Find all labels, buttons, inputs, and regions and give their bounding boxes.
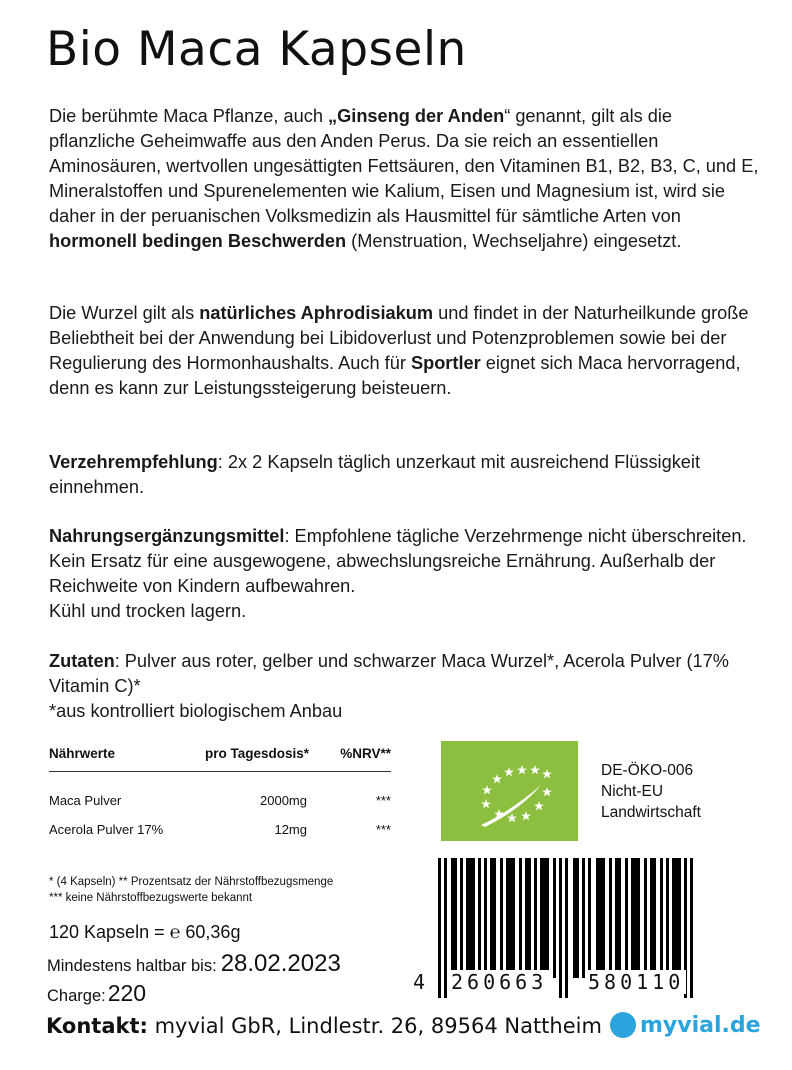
text-segment: eignet sich Maca hervorragend, denn es kann zur Leistungssteigerung beisteuern. [49, 353, 741, 398]
bold-segment: hormonell bedingen Beschwerden [49, 231, 347, 251]
brand-dot-icon [610, 1012, 636, 1038]
best-before-label: Mindestens haltbar bis: [47, 957, 217, 975]
supplement-label: Nahrungsergänzungsmittel [49, 526, 285, 546]
eu-leaf-icon [441, 741, 578, 841]
description-paragraph-1 [49, 104, 759, 254]
nutrition-header-row [49, 741, 393, 765]
nutrient-nrv: *** [375, 793, 391, 808]
cert-origin: Nicht-EU [601, 783, 664, 800]
table-row [49, 815, 393, 844]
net-content: 120 Kapseln = ℮ 60,36g [49, 922, 241, 942]
text-segment: “ genannt, gilt als die pflanzliche Geheimwaffe aus den Anden Perus. Da sie reich an essentiellen Aminosäuren, wertvollen ungesättigten Fettsäuren, den Vitaminen B1, B2, B3, C, und E, Mineralstoffen und Spurenelementen wie Kalium, Eisen und Magnesium ist, wird sie daher in der peruanischen Volksmedizin als Hausmittel für sämtliche Arten von [49, 106, 759, 226]
batch-charge [47, 980, 146, 1007]
text-segment: und findet in der Naturheilkunde große Beliebtheit bei der Anwendung bei Libidoverlust und Potenzproblemen sowie bei der Regulierung des Hormonhaushalts. Auch für [49, 303, 749, 373]
description-paragraph-2 [49, 301, 759, 401]
contact-address: myvial GbR, Lindlestr. 26, 89564 Nattheim [147, 1014, 602, 1038]
supplement-text: : Empfohlene tägliche Verzehrmenge nicht überschreiten. Kein Ersatz für eine ausgewogene, abwechslungsreiche Ernährung. Außerhalb der Reichweite von Kindern aufbewahren. [49, 526, 747, 596]
ingredients-label: Zutaten [49, 651, 115, 671]
barcode-left-digits: 260663 [451, 970, 548, 994]
bold-segment: natürliches Aphrodisiakum [199, 303, 434, 323]
nutrient-dose: 2000mg [260, 793, 307, 808]
certification-text [601, 760, 701, 823]
footnote: *** keine Nährstoffbezugswerte bekannt [49, 892, 253, 904]
header-nutrient: Nährwerte [49, 745, 116, 761]
product-title: Bio Maca Kapseln [46, 22, 467, 77]
eu-organic-logo-icon [441, 741, 578, 841]
nutrient-dose: 12mg [274, 822, 307, 837]
text-segment: (Menstruation, Wechseljahre) eingesetzt. [346, 231, 682, 251]
best-before [47, 950, 341, 978]
charge-label: Charge: [47, 987, 106, 1005]
dosage-recommendation [49, 450, 759, 500]
nutrient-nrv: *** [375, 822, 391, 837]
ingredients [49, 649, 759, 724]
dosage-label: Verzehrempfehlung [49, 452, 218, 472]
text-segment: Die Wurzel gilt als [49, 303, 200, 323]
header-nrv: %NRV** [340, 745, 391, 761]
table-divider [49, 771, 391, 772]
brand-logo [610, 1012, 761, 1038]
organic-note: *aus kontrolliert biologischem Anbau [49, 701, 343, 721]
supplement-notice [49, 524, 759, 624]
nutrition-table [49, 741, 393, 844]
bold-segment: „Ginseng der Anden [328, 106, 505, 126]
contact-label: Kontakt: [46, 1014, 148, 1038]
header-daily-dose: pro Tagesdosis* [204, 745, 309, 761]
barcode-right-digits: 580110 [588, 970, 685, 994]
brand-name: myvial.de [640, 1012, 761, 1038]
charge-value: 220 [107, 980, 147, 1006]
cert-agriculture: Landwirtschaft [601, 804, 701, 821]
storage-text: Kühl und trocken lagern. [49, 601, 247, 621]
dosage-text: : 2x 2 Kapseln täglich unzerkaut mit ausreichend Flüssigkeit einnehmen. [49, 452, 700, 497]
footnote: * (4 Kapseln) ** Prozentsatz der Nährstoffbezugsmenge [49, 876, 334, 888]
contact-line [46, 1014, 602, 1038]
best-before-date: 28.02.2023 [220, 950, 341, 977]
table-row [49, 786, 393, 815]
nutrient-name: Maca Pulver [49, 793, 122, 808]
text-segment: Die berühmte Maca Pflanze, auch [49, 106, 329, 126]
bold-segment: Sportler [410, 353, 481, 373]
nutrient-name: Acerola Pulver 17% [49, 822, 164, 837]
ingredients-text: : Pulver aus roter, gelber und schwarzer Maca Wurzel*, Acerola Pulver (17% Vitamin C)* [49, 651, 729, 696]
cert-code: DE-ÖKO-006 [601, 762, 694, 779]
barcode-first-digit: 4 [413, 970, 430, 994]
